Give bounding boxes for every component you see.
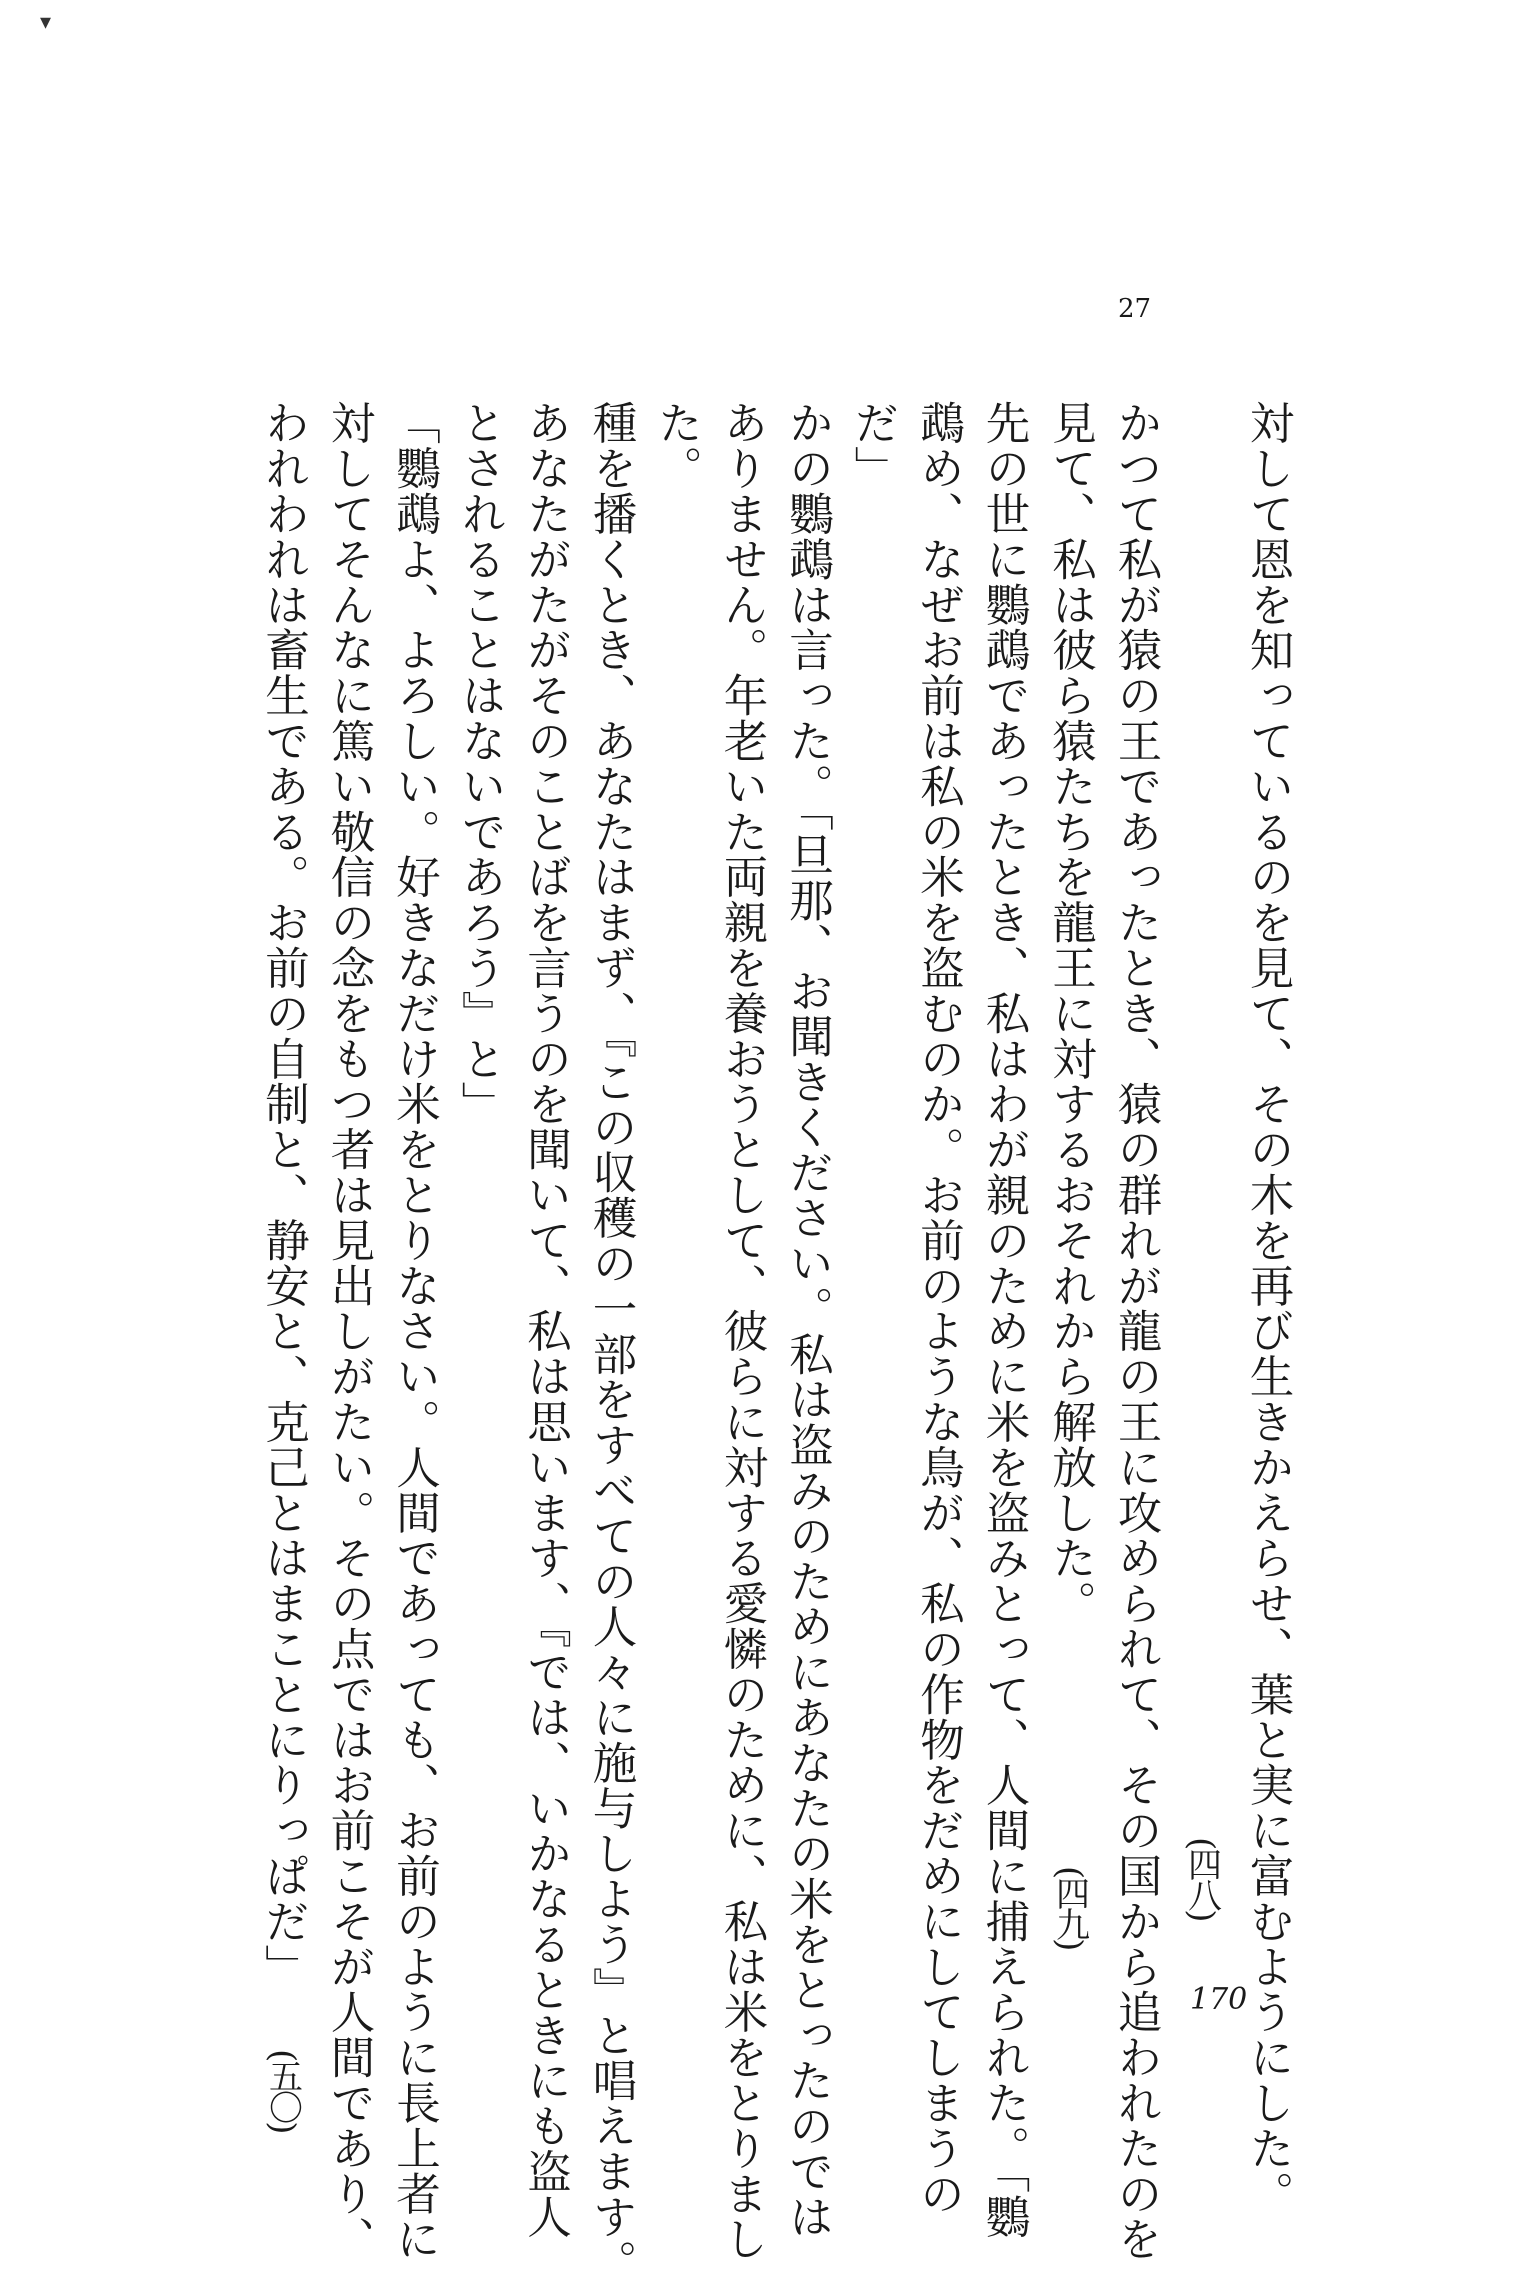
line-text: かつて私が猿の王であったとき、猿の群れが龍の王に攻められて、その国から追われたのを xyxy=(1110,400,1161,2262)
text-line xyxy=(840,400,906,1920)
chapter-number: 27 xyxy=(1118,294,1152,324)
text-line xyxy=(512,400,578,2240)
line-text: 対して恩を知っているのを見て、その木を再び生きかえらせ、葉と実に富むようにした。 xyxy=(1242,400,1293,2216)
line-text: ありません。年老いた両親を養おうとして、彼らに対する愛憐のために、私は米をとりまし xyxy=(716,400,767,2262)
line-text: 「鸚鵡よ、よろしい。好きなだけ米をとりなさい。人間であっても、お前のように長上者に xyxy=(388,400,440,2262)
text-line xyxy=(249,400,316,2132)
corner-mark: ▾ xyxy=(40,10,52,35)
text-line xyxy=(1036,400,1103,1949)
line-text: かの鸚鵡は言った。「旦那、お聞きください。私は盗みのためにあなたの米をとったのでは xyxy=(781,400,833,2240)
text-line xyxy=(1168,400,1235,1920)
line-text: た。 xyxy=(650,400,702,491)
verse-number: (四八) xyxy=(1181,1837,1222,1920)
line-text: 見て、私は彼ら猿たちを龍王に対するおそれから解放した。 xyxy=(1044,400,1096,1626)
line-text: 種を播くとき、あなたはまず、『この収穫の一部をすべての人々に施与しよう』と唱えます。 xyxy=(585,400,636,2285)
text-line xyxy=(1235,400,1301,2216)
text-line xyxy=(774,400,840,2240)
verse-number: (五〇) xyxy=(262,2049,303,2132)
line-text: 対してそんなに篤い敬信の念をもつ者は見出しがたい。その点ではお前こそが人間であり、 xyxy=(323,400,374,2262)
line-text: われわれは畜生である。お前の自制と、静安と、克己とはまことにりっぱだ」 xyxy=(257,400,309,1989)
text-line xyxy=(905,400,971,2216)
line-text: 鵡め、なぜお前は私の米を盗むのか。お前のような鳥が、私の作物をだめにしてしまうの xyxy=(912,400,964,2216)
text-line xyxy=(709,400,775,2262)
text-line xyxy=(447,400,513,1920)
line-text: とされることはないであろう』と」 xyxy=(454,400,505,1127)
line-text: あなたがたがそのことばを言うのを聞いて、私は思います、『では、いかなるときにも盗人 xyxy=(519,400,571,2240)
text-line xyxy=(643,400,709,1920)
line-text: 先の世に鸚鵡であったとき、私はわが親のために米を盗みとって、人間に捕えられた。「鸚 xyxy=(978,400,1029,2240)
text-line xyxy=(316,400,382,2262)
page-number: 170 xyxy=(1190,1982,1248,2017)
text-line xyxy=(1103,400,1169,2262)
text-line xyxy=(578,400,644,2285)
text-line xyxy=(381,400,447,2262)
verse-number: (四九) xyxy=(1049,1865,1090,1949)
text-line xyxy=(971,400,1037,2240)
line-text: だ」 xyxy=(847,400,898,491)
